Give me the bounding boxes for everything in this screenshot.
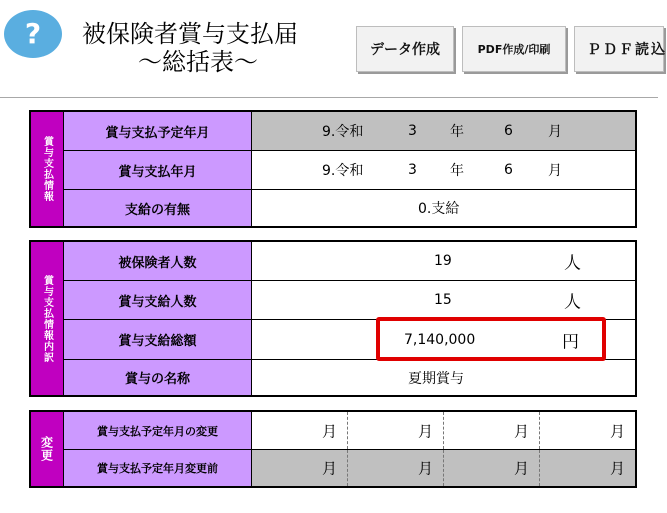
unit-label: 円 [562, 332, 579, 352]
before-change-month-cell[interactable]: 月 [348, 450, 444, 486]
table-row [64, 112, 635, 150]
table-row [64, 151, 635, 189]
payment-status-value: 0.支給 [418, 201, 460, 217]
bonus-name-field[interactable] [252, 360, 635, 395]
change-month-cell[interactable]: 月 [252, 412, 348, 449]
era-value: 9.令和 [322, 163, 364, 179]
year-unit: 年 [450, 124, 464, 140]
scheduled-payment-date-field[interactable] [252, 112, 635, 150]
page-subtitle: ～総括表～ [138, 48, 258, 76]
help-icon[interactable]: ? [4, 10, 62, 58]
month-unit: 月 [548, 124, 562, 140]
breakdown-side-label: 賞与支払情報内訳 [31, 242, 63, 395]
insured-count-field[interactable] [252, 242, 635, 280]
unit-label: 人 [564, 292, 581, 313]
page-title: 被保険者賞与支払届 [82, 20, 298, 48]
row-label: 支給の有無 [64, 190, 252, 226]
payment-date-field[interactable] [252, 151, 635, 189]
unit-label: 人 [564, 253, 581, 274]
table-row [64, 190, 635, 226]
before-change-month-cell[interactable]: 月 [252, 450, 348, 486]
header-divider [0, 97, 658, 98]
row-label: 賞与支給総額 [64, 320, 252, 359]
before-change-month-cell[interactable]: 月 [444, 450, 540, 486]
month-value: 6 [504, 162, 513, 178]
row-label: 賞与支払予定年月の変更 [64, 412, 252, 449]
change-month-cell[interactable]: 月 [540, 412, 635, 449]
row-label: 賞与の名称 [64, 360, 252, 395]
change-section [29, 410, 637, 488]
row-label: 被保険者人数 [64, 242, 252, 280]
table-row [64, 450, 635, 486]
payment-info-section [29, 110, 637, 228]
bonus-name-value: 夏期賞与 [408, 370, 464, 387]
year-value: 3 [408, 123, 417, 139]
table-row [64, 242, 635, 280]
bonus-recipients-value: 15 [434, 292, 452, 308]
pdf-read-button[interactable]: ＰＤＦ読込 [574, 26, 664, 72]
bonus-recipients-field[interactable] [252, 281, 635, 319]
table-row [64, 281, 635, 319]
data-create-button[interactable]: データ作成 [356, 26, 454, 72]
payment-info-side-label: 賞与支払情報 [31, 112, 63, 226]
year-value: 3 [408, 162, 417, 178]
change-side-label: 変更 [31, 412, 63, 486]
era-value: 9.令和 [322, 124, 364, 140]
before-change-month-cell[interactable]: 月 [540, 450, 635, 486]
row-label: 賞与支給人数 [64, 281, 252, 319]
row-label: 賞与支払年月 [64, 151, 252, 189]
bonus-total-value: 7,140,000 [404, 331, 476, 348]
table-row [64, 412, 635, 449]
row-label: 賞与支払予定年月変更前 [64, 450, 252, 486]
table-row [64, 360, 635, 395]
change-month-cell[interactable]: 月 [444, 412, 540, 449]
row-label: 賞与支払予定年月 [64, 112, 252, 150]
pdf-print-button[interactable]: PDF作成/印刷 [462, 26, 566, 72]
insured-count-value: 19 [434, 253, 452, 269]
change-month-cell[interactable]: 月 [348, 412, 444, 449]
year-unit: 年 [450, 163, 464, 179]
month-unit: 月 [548, 163, 562, 179]
highlight-box [376, 317, 606, 361]
payment-status-field[interactable] [252, 190, 635, 226]
month-value: 6 [504, 123, 513, 139]
